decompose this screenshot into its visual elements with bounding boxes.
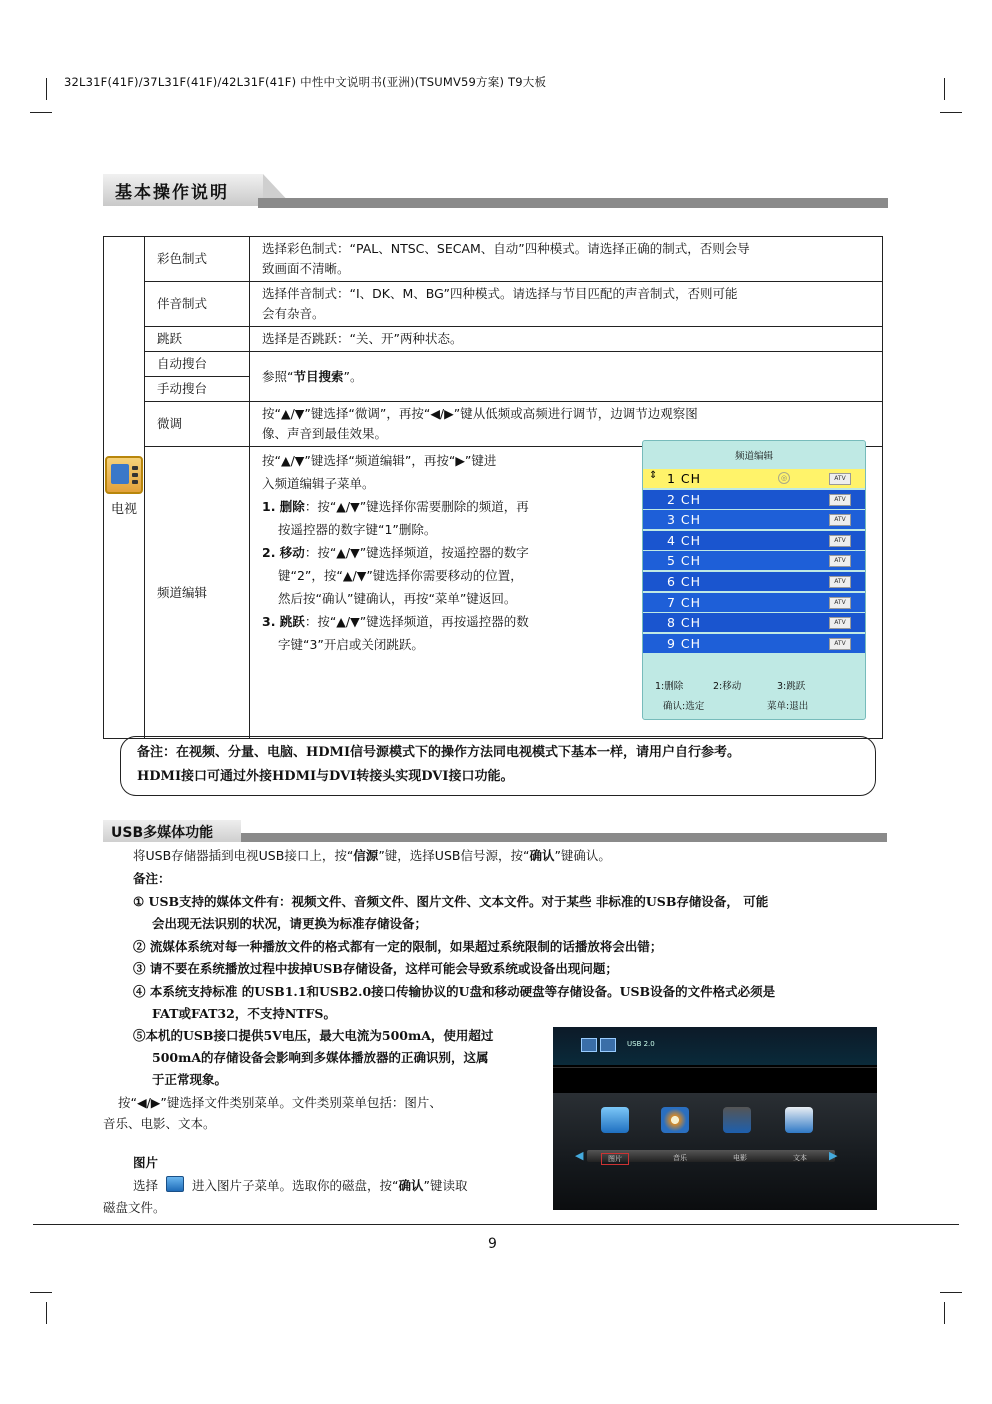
row-desc: 选择彩色制式：“PAL、NTSC、SECAM、自动”四种模式。请选择正确的制式，否则会导 致画面不清晰。: [250, 237, 883, 282]
usb-note-4-cont: FAT或FAT32，不支持NTFS。: [152, 1006, 336, 1021]
channel-row[interactable]: [643, 634, 865, 653]
usb-menu-screenshot: [553, 1027, 877, 1210]
atv-tag: ATV: [829, 473, 851, 485]
atv-tag: ATV: [829, 535, 851, 547]
hint-skip: 3:跳跃: [777, 681, 806, 692]
usb-note-1-cont: 会出现无法识别的状况，请更换为标准存储设备；: [152, 916, 428, 931]
channel-number: 3 CH: [667, 512, 702, 528]
row-desc: 参照“节目搜索”。: [250, 352, 883, 402]
crop-mark: [940, 1292, 962, 1293]
hint-menu-exit: 菜单:退出: [767, 701, 809, 712]
channel-row[interactable]: [643, 613, 865, 632]
usb-intro: 将USB存储器插到电视USB接口上，按“信源”键，选择USB信号源，按“确认”键确认。: [133, 848, 611, 863]
channel-number: 2 CH: [667, 491, 702, 507]
atv-tag: ATV: [829, 597, 851, 609]
row-label: 跳跃: [145, 327, 250, 352]
music-icon: [661, 1107, 689, 1133]
footer-divider: [33, 1224, 959, 1225]
crop-mark: [944, 1302, 945, 1324]
atv-tag: ATV: [829, 638, 851, 650]
usb-note-5-cont: 500mA的存储设备会影响到多媒体播放器的正确识别，这属: [152, 1050, 489, 1065]
usb-note-2: ② 流媒体系统对每一种播放文件的格式都有一定的限制，如果超过系统限制的话播放将会出错；: [133, 939, 663, 954]
channel-row[interactable]: [643, 510, 865, 529]
channel-row[interactable]: [643, 593, 865, 612]
atv-tag: ATV: [829, 555, 851, 567]
menu-item-picture[interactable]: 图片: [601, 1153, 629, 1165]
usb-note-3: ③ 请不要在系统播放过程中拔掉USB存储设备，这样可能会导致系统或设备出现问题；: [133, 961, 618, 976]
picture-text-cont: 磁盘文件。: [103, 1200, 166, 1215]
crop-mark: [46, 78, 47, 100]
atv-tag: ATV: [829, 617, 851, 629]
arrow-left-icon[interactable]: ◀: [575, 1149, 584, 1162]
row-label: 微调: [145, 402, 250, 447]
atv-tag: ATV: [829, 494, 851, 506]
row-desc: 选择伴音制式：“I、DK、M、BG”四种模式。请选择与节目匹配的声音制式，否则可能 会有杂音。: [250, 282, 883, 327]
usb-nav-text-cont: 音乐、电影、文本。: [103, 1116, 216, 1131]
disk-icon: [581, 1038, 597, 1052]
channel-number: 4 CH: [667, 532, 702, 548]
note-line: 备注：在视频、分量、电脑、HDMI信号源模式下的操作方法同电视模式下基本一样，请用户自行参考。: [137, 745, 741, 760]
row-label: 伴音制式: [145, 282, 250, 327]
channel-number: 8 CH: [667, 615, 702, 631]
menu-item-text[interactable]: 文本: [793, 1154, 807, 1162]
channel-row[interactable]: [643, 572, 865, 591]
note-line: HDMI接口可通过外接HDMI与DVI转接头实现DVI接口功能。: [137, 769, 514, 784]
row-desc: 选择是否跳跃：“关、开”两种状态。: [250, 327, 883, 352]
crop-mark: [30, 1292, 52, 1293]
usb-note-5: ⑤本机的USB接口提供5V电压，最大电流为500mA，使用超过: [133, 1028, 494, 1043]
channel-row[interactable]: [643, 551, 865, 570]
row-desc: 按“▲/▼”键选择“微调”，再按“◀/▶”键从低频或高频进行调节，边调节边观察图 像、声音到最佳效果。: [250, 402, 883, 447]
usb-note-1: ① USB支持的媒体文件有：视频文件、音频文件、图片文件、文本文件。对于某些 非标准的USB存储设备， 可能: [133, 894, 769, 909]
row-desc: 按“▲/▼”键选择“频道编辑”，再按“▶”键进 入频道编辑子菜单。 1. 删除：按“▲/▼”键选择你需要删除的频道，再 按遥控器的数字键“1”删除。 2. 移动：按“▲/▼”键选择频道，按遥控器的数字 键“2”，按“▲/▼”键选择你需要移动的位置， 然后按“确认”键确认，再按“菜单”键返回。 3. 跳跃：按“▲/▼”键选择频道，再按遥控器的数 字键“3”开启或关闭跳跃。: [250, 447, 883, 739]
channel-number: 9 CH: [667, 635, 702, 651]
movie-icon: [723, 1107, 751, 1133]
category-cell: [104, 237, 145, 739]
row-label: 频道编辑: [145, 447, 250, 739]
crop-mark: [30, 112, 52, 113]
hint-move: 2:移动: [713, 681, 742, 692]
menu-item-movie[interactable]: 电影: [733, 1154, 747, 1162]
tv-icon: [105, 456, 143, 494]
selection-icon: ⇕: [649, 470, 658, 481]
channel-number: 6 CH: [667, 574, 702, 589]
atv-tag: ATV: [829, 514, 851, 526]
usb-version-label: USB 2.0: [627, 1040, 655, 1048]
page-number: 9: [488, 1236, 497, 1252]
channel-edit-panel: [642, 440, 866, 720]
channel-row[interactable]: [643, 531, 865, 550]
arrow-right-icon[interactable]: ▶: [829, 1149, 838, 1162]
row-label: 彩色制式: [145, 237, 250, 282]
picture-text: 选择 进入图片子菜单。选取你的磁盘，按“确认”键读取: [133, 1178, 468, 1193]
text-icon: [785, 1107, 813, 1133]
usb-nav-text: 按“◀/▶”键选择文件类别菜单。文件类别菜单包括：图片、: [118, 1095, 442, 1110]
channel-panel-title: 频道编辑: [734, 451, 773, 462]
usb-title-bar: [241, 833, 887, 842]
usb-note-5-cont: 于正常现象。: [152, 1072, 228, 1087]
title-divider-bar: [258, 198, 888, 208]
usb-note-4: ④ 本系统支持标准 的USB1.1和USB2.0接口传输协议的U盘和移动硬盘等存储设备。USB设备的文件格式必须是: [133, 984, 776, 999]
atv-tag: ATV: [829, 576, 851, 588]
row-label: 手动搜台: [145, 377, 250, 402]
photo-icon: [601, 1107, 629, 1133]
picture-heading: 图片: [133, 1155, 159, 1170]
usb-section-title: USB多媒体功能: [103, 820, 241, 842]
note-box: [120, 736, 876, 796]
photo-icon: [166, 1176, 184, 1192]
channel-number: 1 CH: [667, 471, 702, 486]
channel-number: 5 CH: [667, 553, 702, 569]
channel-number: 7 CH: [667, 594, 702, 610]
crop-mark: [944, 78, 945, 100]
disk-icon: [600, 1038, 616, 1052]
target-icon: ◎: [778, 472, 790, 484]
hint-confirm: 确认:选定: [663, 701, 705, 712]
crop-mark: [940, 112, 962, 113]
channel-row[interactable]: [643, 490, 865, 509]
hint-delete: 1:删除: [655, 681, 684, 692]
channel-row[interactable]: [643, 469, 865, 488]
crop-mark: [46, 1302, 47, 1324]
category-label: 电视: [110, 501, 137, 517]
document-header: 32L31F(41F)/37L31F(41F)/42L31F(41F) 中性中文说明书(亚洲)(TSUMV59方案) T9大板: [64, 75, 547, 89]
menu-item-music[interactable]: 音乐: [673, 1154, 687, 1162]
section-title: 基本操作说明: [103, 174, 291, 206]
row-label: 自动搜台: [145, 352, 250, 377]
usb-notes-label: 备注：: [133, 871, 171, 886]
